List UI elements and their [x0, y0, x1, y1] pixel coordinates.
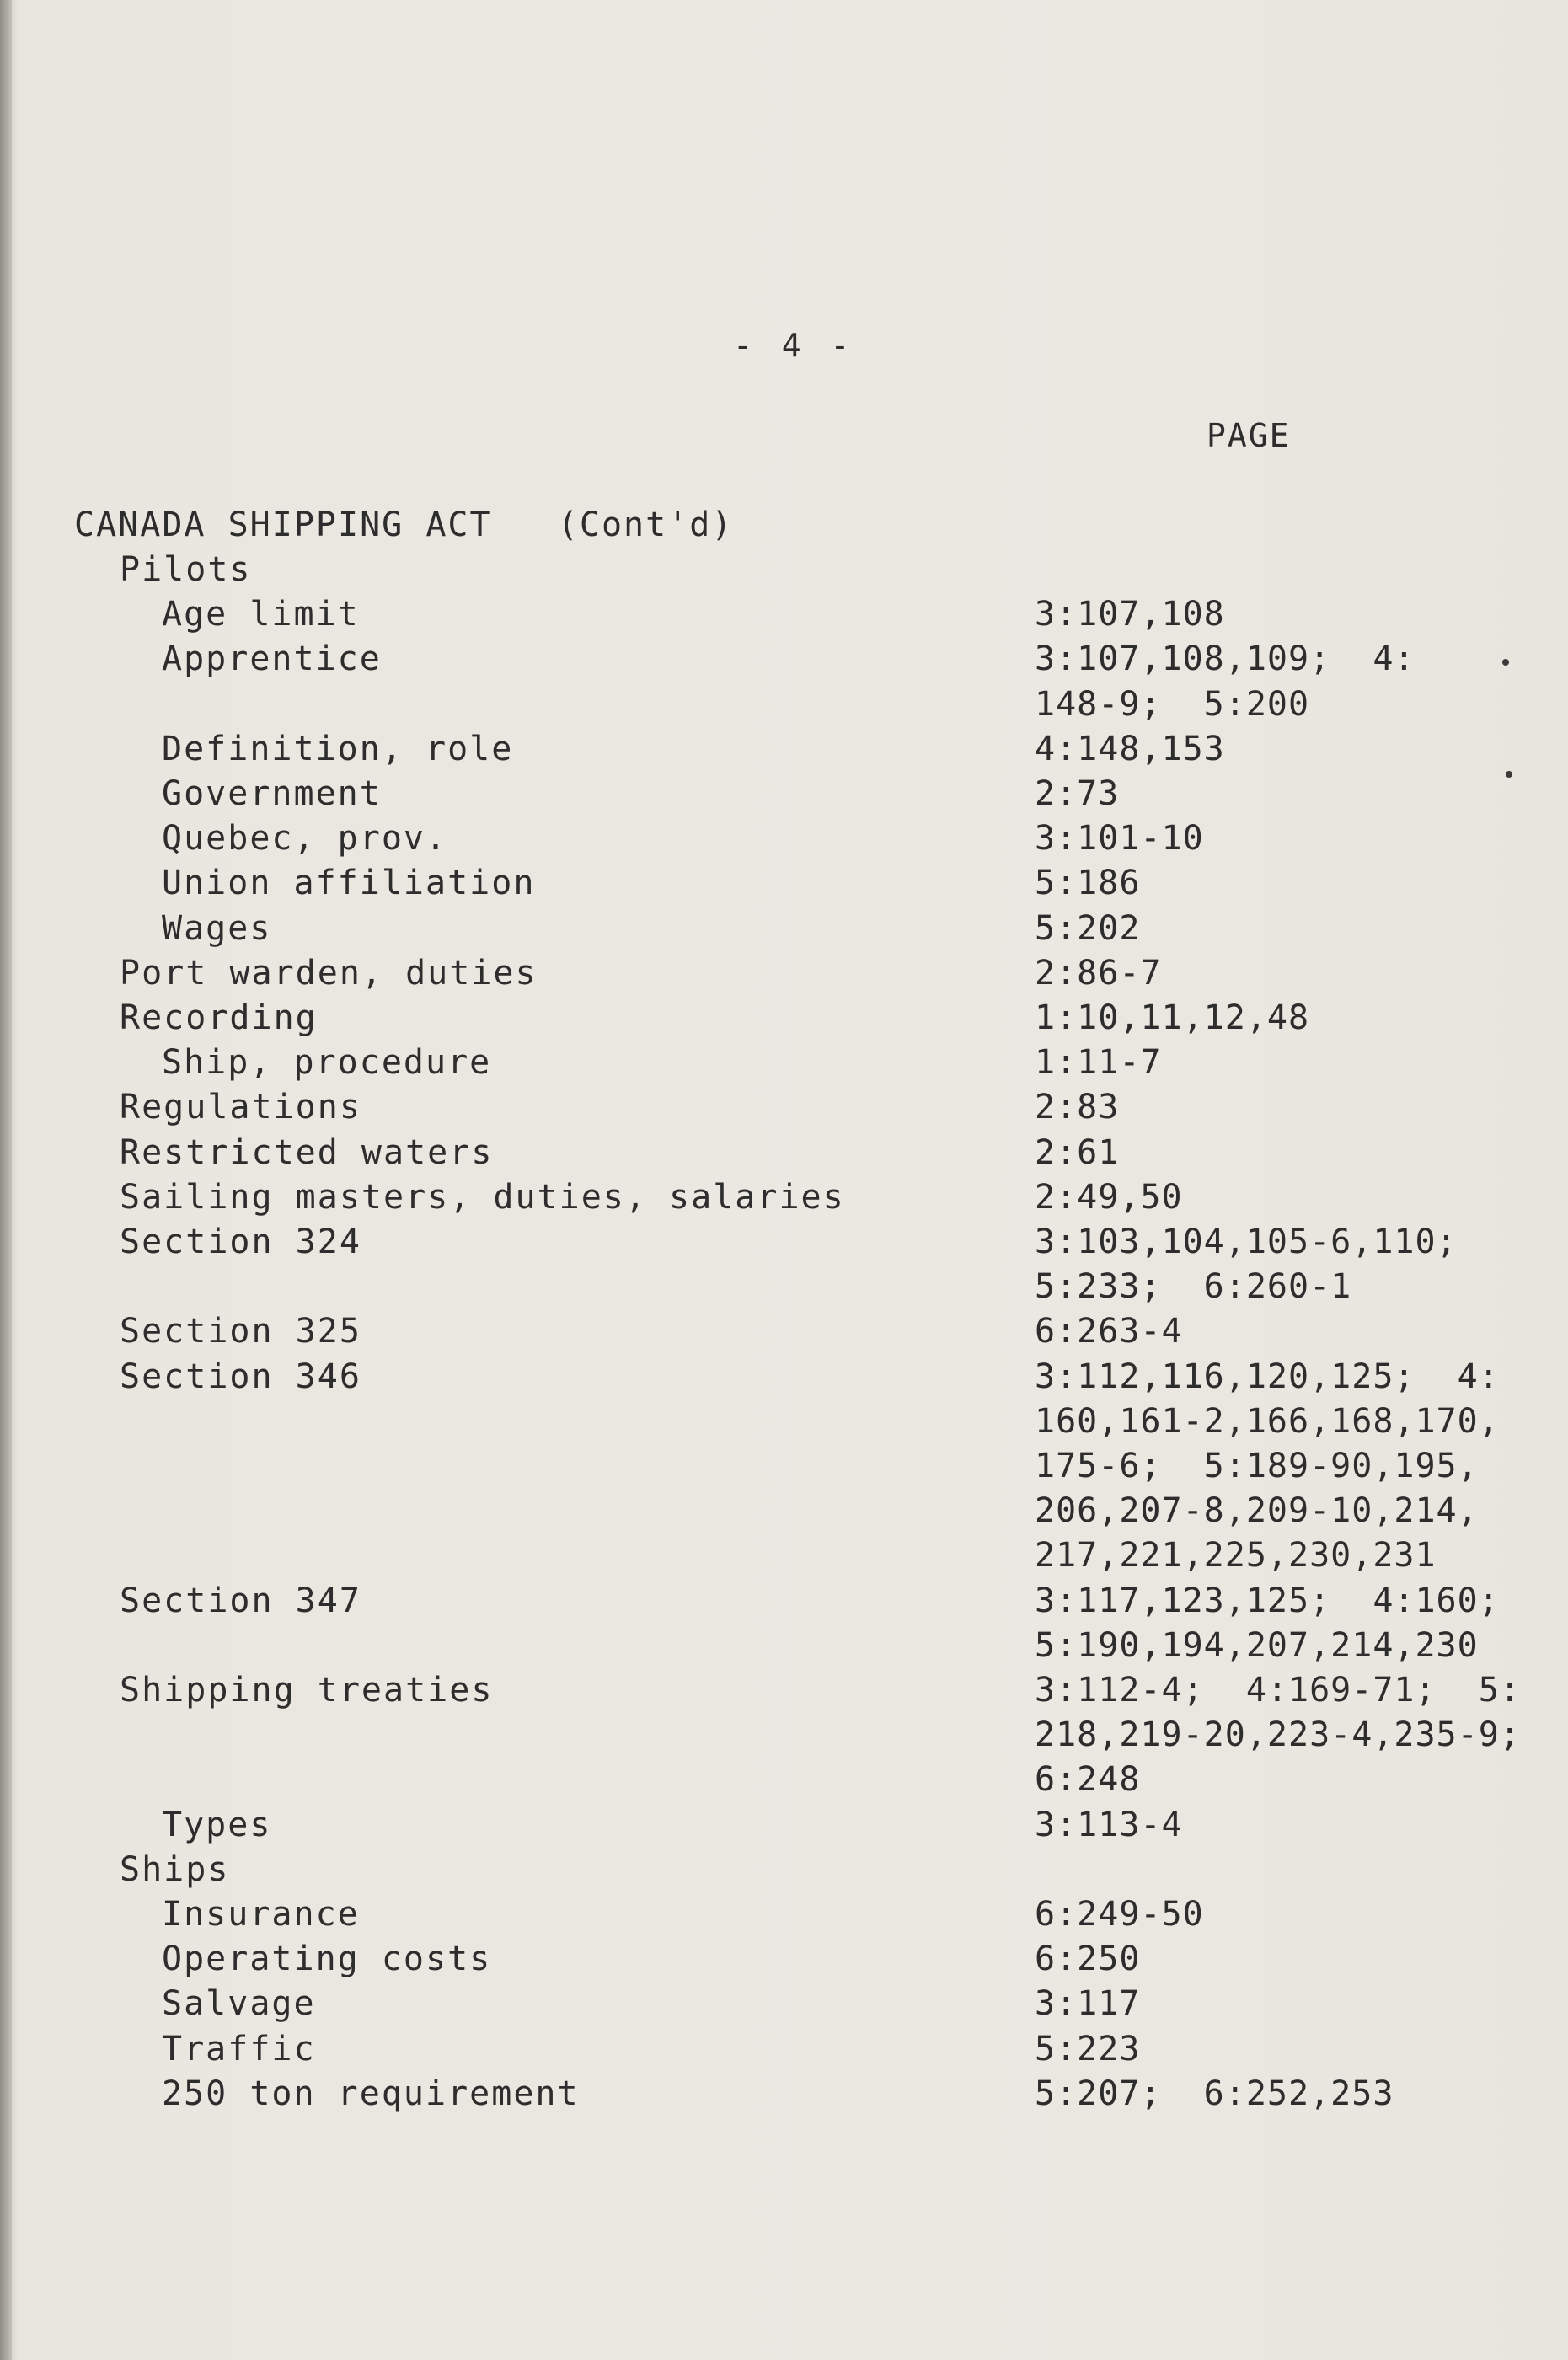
index-entry-page-ref: 3:117,123,125; 4:160;	[1035, 1581, 1500, 1620]
index-entry-page-ref: 5:223	[1035, 2029, 1141, 2068]
index-entry-page-ref: 217,221,225,230,231	[1035, 1536, 1437, 1576]
index-entry-label: Salvage	[162, 1984, 316, 2024]
index-entry-label: Section 325	[120, 1312, 361, 1351]
index-entry-label: Union affiliation	[162, 864, 536, 903]
index-entry-label: Section 324	[120, 1223, 361, 1261]
index-entry-label: 250 ton requirement	[162, 2074, 580, 2113]
index-entry-page-ref: 160,161-2,166,168,170,	[1035, 1401, 1500, 1441]
index-entry-label: Port warden, duties	[120, 953, 538, 993]
index-entry-page-ref: 3:113-4	[1035, 1805, 1183, 1844]
index-entry-page-ref: 3:101-10	[1035, 819, 1204, 859]
index-entry-page-ref: 3:107,108	[1035, 595, 1225, 634]
index-entry-label: Ship, procedure	[162, 1043, 492, 1083]
index-entry-label: Ships	[120, 1849, 230, 1889]
index-entry-page-ref: 2:49,50	[1035, 1177, 1183, 1217]
index-entry-label: Types	[162, 1805, 272, 1844]
index-entry-label: Wages	[162, 908, 272, 948]
section-title: CANADA SHIPPING ACT (Cont'd)	[74, 506, 734, 544]
index-entry-label: Recording	[120, 998, 318, 1037]
index-entry-label: Section 347	[120, 1581, 361, 1620]
index-entry-page-ref: 5:202	[1035, 908, 1141, 948]
index-entry-label: Traffic	[162, 2029, 316, 2068]
index-entry-page-ref: 6:248	[1035, 1760, 1141, 1800]
index-entry-page-ref: 175-6; 5:189-90,195,	[1035, 1447, 1479, 1485]
index-entry-page-ref: 6:250	[1035, 1940, 1141, 1979]
index-entry-label: Section 346	[120, 1357, 361, 1396]
index-entry-page-ref: 218,219-20,223-4,235-9;	[1035, 1715, 1521, 1755]
index-entry-page-ref: 2:61	[1035, 1132, 1120, 1172]
index-entry-label: Insurance	[162, 1895, 360, 1934]
index-entry-page-ref: 206,207-8,209-10,214,	[1035, 1491, 1479, 1531]
index-entry-page-ref: 2:86-7	[1035, 953, 1162, 993]
index-entry-label: Regulations	[120, 1088, 361, 1127]
page-number: - 4 -	[733, 327, 855, 364]
index-entry-page-ref: 3:112-4; 4:169-71; 5:	[1035, 1671, 1521, 1710]
index-entry-label: Shipping treaties	[120, 1671, 494, 1710]
index-entry-label: Restricted waters	[120, 1132, 494, 1172]
index-entry-label: Sailing masters, duties, salaries	[120, 1177, 845, 1217]
index-entry-label: Definition, role	[162, 729, 514, 768]
index-entry-label: Age limit	[162, 595, 360, 634]
index-entry-page-ref: 6:249-50	[1035, 1895, 1204, 1934]
index-entry-page-ref: 148-9; 5:200	[1035, 684, 1310, 724]
index-entry-label: Pilots	[120, 550, 252, 589]
page-column-header: PAGE	[1207, 417, 1291, 454]
binding-edge	[0, 0, 12, 2360]
index-entry-page-ref: 2:73	[1035, 774, 1120, 813]
stray-mark	[1502, 659, 1509, 666]
index-entry-page-ref: 1:11-7	[1035, 1043, 1162, 1083]
index-entry-page-ref: 1:10,11,12,48	[1035, 998, 1310, 1037]
index-entry-page-ref: 5:207; 6:252,253	[1035, 2074, 1394, 2113]
index-entry-page-ref: 4:148,153	[1035, 729, 1225, 768]
index-entry-page-ref: 3:103,104,105-6,110;	[1035, 1223, 1458, 1261]
index-entry-page-ref: 3:112,116,120,125; 4:	[1035, 1357, 1500, 1396]
index-entry-page-ref: 3:107,108,109; 4:	[1035, 640, 1415, 679]
index-entry-label: Operating costs	[162, 1940, 492, 1979]
index-entry-label: Government	[162, 774, 382, 813]
index-entry-page-ref: 5:233; 6:260-1	[1035, 1267, 1352, 1307]
stray-mark	[1506, 771, 1512, 778]
index-entry-label: Apprentice	[162, 640, 382, 679]
index-entry-page-ref: 5:190,194,207,214,230	[1035, 1625, 1479, 1665]
index-entry-page-ref: 5:186	[1035, 864, 1141, 903]
index-entry-page-ref: 6:263-4	[1035, 1312, 1183, 1351]
index-entry-page-ref: 2:83	[1035, 1088, 1120, 1127]
index-entry-page-ref: 3:117	[1035, 1984, 1141, 2024]
index-entry-label: Quebec, prov.	[162, 819, 448, 859]
